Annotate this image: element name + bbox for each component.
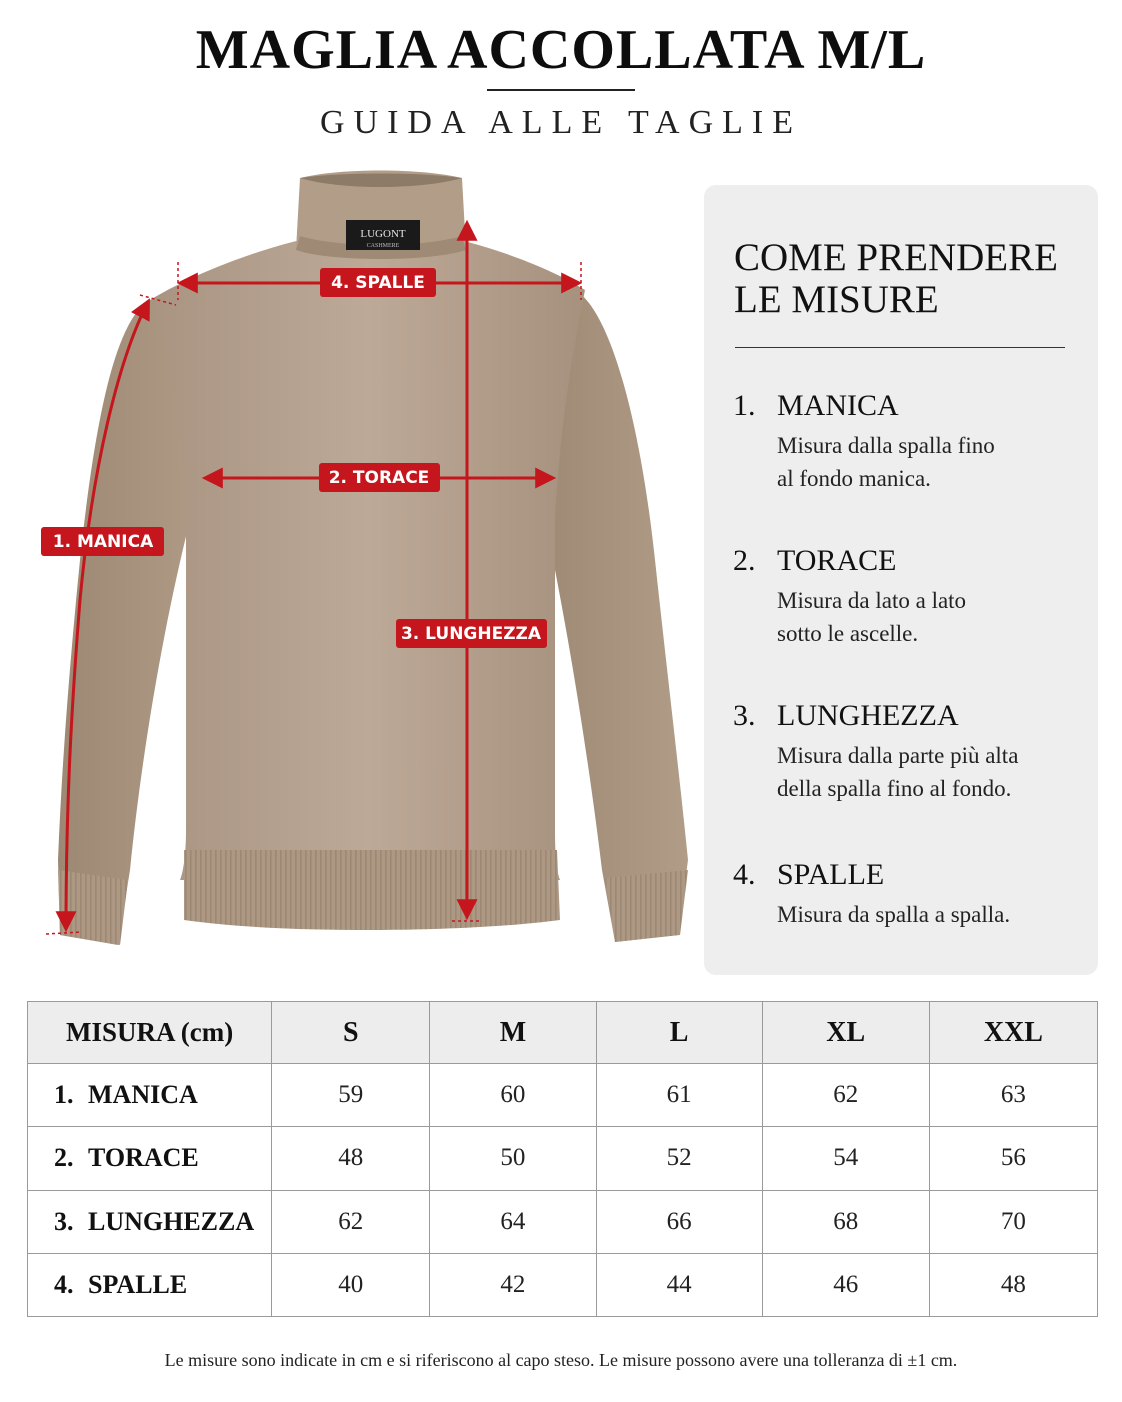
size-table (27, 1001, 1098, 1317)
table-header-row (28, 1002, 1098, 1064)
step-number: 3. (733, 699, 756, 732)
row-name: MANICA (88, 1080, 198, 1110)
panel-title-line1: COME PRENDERE (734, 236, 1058, 279)
table-cell: 62 (272, 1190, 430, 1253)
table-cell: 42 (430, 1253, 596, 1316)
sweater-illustration (0, 160, 700, 960)
panel-divider (735, 347, 1065, 348)
step-name: TORACE (777, 544, 897, 577)
step-description: Misura dalla parte più alta (777, 743, 1019, 768)
step-description: Misura da spalla a spalla. (777, 902, 1011, 927)
table-row (28, 1127, 1098, 1190)
column-header: XL (762, 1002, 929, 1064)
column-header: M (430, 1002, 596, 1064)
sweater-body (150, 240, 585, 880)
step-description: sotto le ascelle. (777, 621, 919, 646)
footnote: Le misure sono indicate in cm e si riferiscono al capo steso. Le misure possono avere una tolleranza di ±1 cm. (164, 1350, 958, 1370)
step-description: al fondo manica. (777, 466, 931, 491)
step-number: 4. (733, 858, 756, 891)
row-name: TORACE (88, 1143, 199, 1173)
table-cell: 48 (929, 1253, 1097, 1316)
column-header: MISURA (cm) (28, 1002, 272, 1064)
row-label (28, 1064, 272, 1127)
step-description: della spalla fino al fondo. (777, 776, 1012, 801)
step-name: SPALLE (777, 858, 885, 891)
step-sleeve (733, 389, 1083, 495)
table-cell: 59 (272, 1064, 430, 1127)
row-label (28, 1253, 272, 1316)
table-cell: 62 (762, 1064, 929, 1127)
page-title: MAGLIA ACCOLLATA M/L (195, 19, 927, 81)
table-cell: 61 (596, 1064, 762, 1127)
brand-label-subtext: CASHMERE (366, 243, 400, 249)
step-name: MANICA (777, 389, 899, 422)
column-header: S (272, 1002, 430, 1064)
title-divider (487, 89, 635, 91)
step-number: 1. (733, 389, 756, 422)
row-label (28, 1190, 272, 1253)
table-cell: 44 (596, 1253, 762, 1316)
how-to-measure-panel (704, 185, 1098, 975)
column-header: XXL (929, 1002, 1097, 1064)
table-cell: 46 (762, 1253, 929, 1316)
sleeve-badge-text: 1. MANICA (52, 532, 154, 552)
step-description: Misura dalla spalla fino (777, 433, 995, 458)
length-badge-text: 3. LUNGHEZZA (400, 624, 542, 644)
step-shoulders (733, 858, 1083, 931)
step-description: Misura da lato a lato (777, 588, 967, 613)
table-cell: 50 (430, 1127, 596, 1190)
column-header: L (596, 1002, 762, 1064)
row-number: 4. (54, 1269, 74, 1299)
table-row (28, 1190, 1098, 1253)
table-cell: 54 (762, 1127, 929, 1190)
step-chest (733, 544, 1083, 650)
step-number: 2. (733, 544, 756, 577)
table-cell: 63 (929, 1064, 1097, 1127)
table-cell: 56 (929, 1127, 1097, 1190)
row-label (28, 1127, 272, 1190)
table-cell: 60 (430, 1064, 596, 1127)
table-cell: 64 (430, 1190, 596, 1253)
table-cell: 68 (762, 1190, 929, 1253)
row-number: 2. (54, 1143, 74, 1173)
table-cell: 52 (596, 1127, 762, 1190)
table-cell: 70 (929, 1190, 1097, 1253)
step-name: LUNGHEZZA (777, 699, 959, 732)
table-row (28, 1064, 1098, 1127)
row-name: SPALLE (88, 1269, 188, 1299)
table-cell: 66 (596, 1190, 762, 1253)
chest-badge-text: 2. TORACE (328, 468, 430, 488)
row-name: LUNGHEZZA (88, 1206, 255, 1236)
row-number: 3. (54, 1206, 74, 1236)
table-row (28, 1253, 1098, 1316)
waistband (184, 850, 560, 930)
brand-label-text: LUGONT (360, 228, 406, 240)
page-subtitle: GUIDA ALLE TAGLIE (319, 104, 803, 141)
panel-title (734, 237, 1084, 321)
row-number: 1. (54, 1080, 74, 1110)
shoulders-badge-text: 4. SPALLE (331, 273, 425, 293)
table-cell: 48 (272, 1127, 430, 1190)
panel-title-line2: LE MISURE (734, 278, 939, 321)
step-length (733, 699, 1083, 805)
table-cell: 40 (272, 1253, 430, 1316)
